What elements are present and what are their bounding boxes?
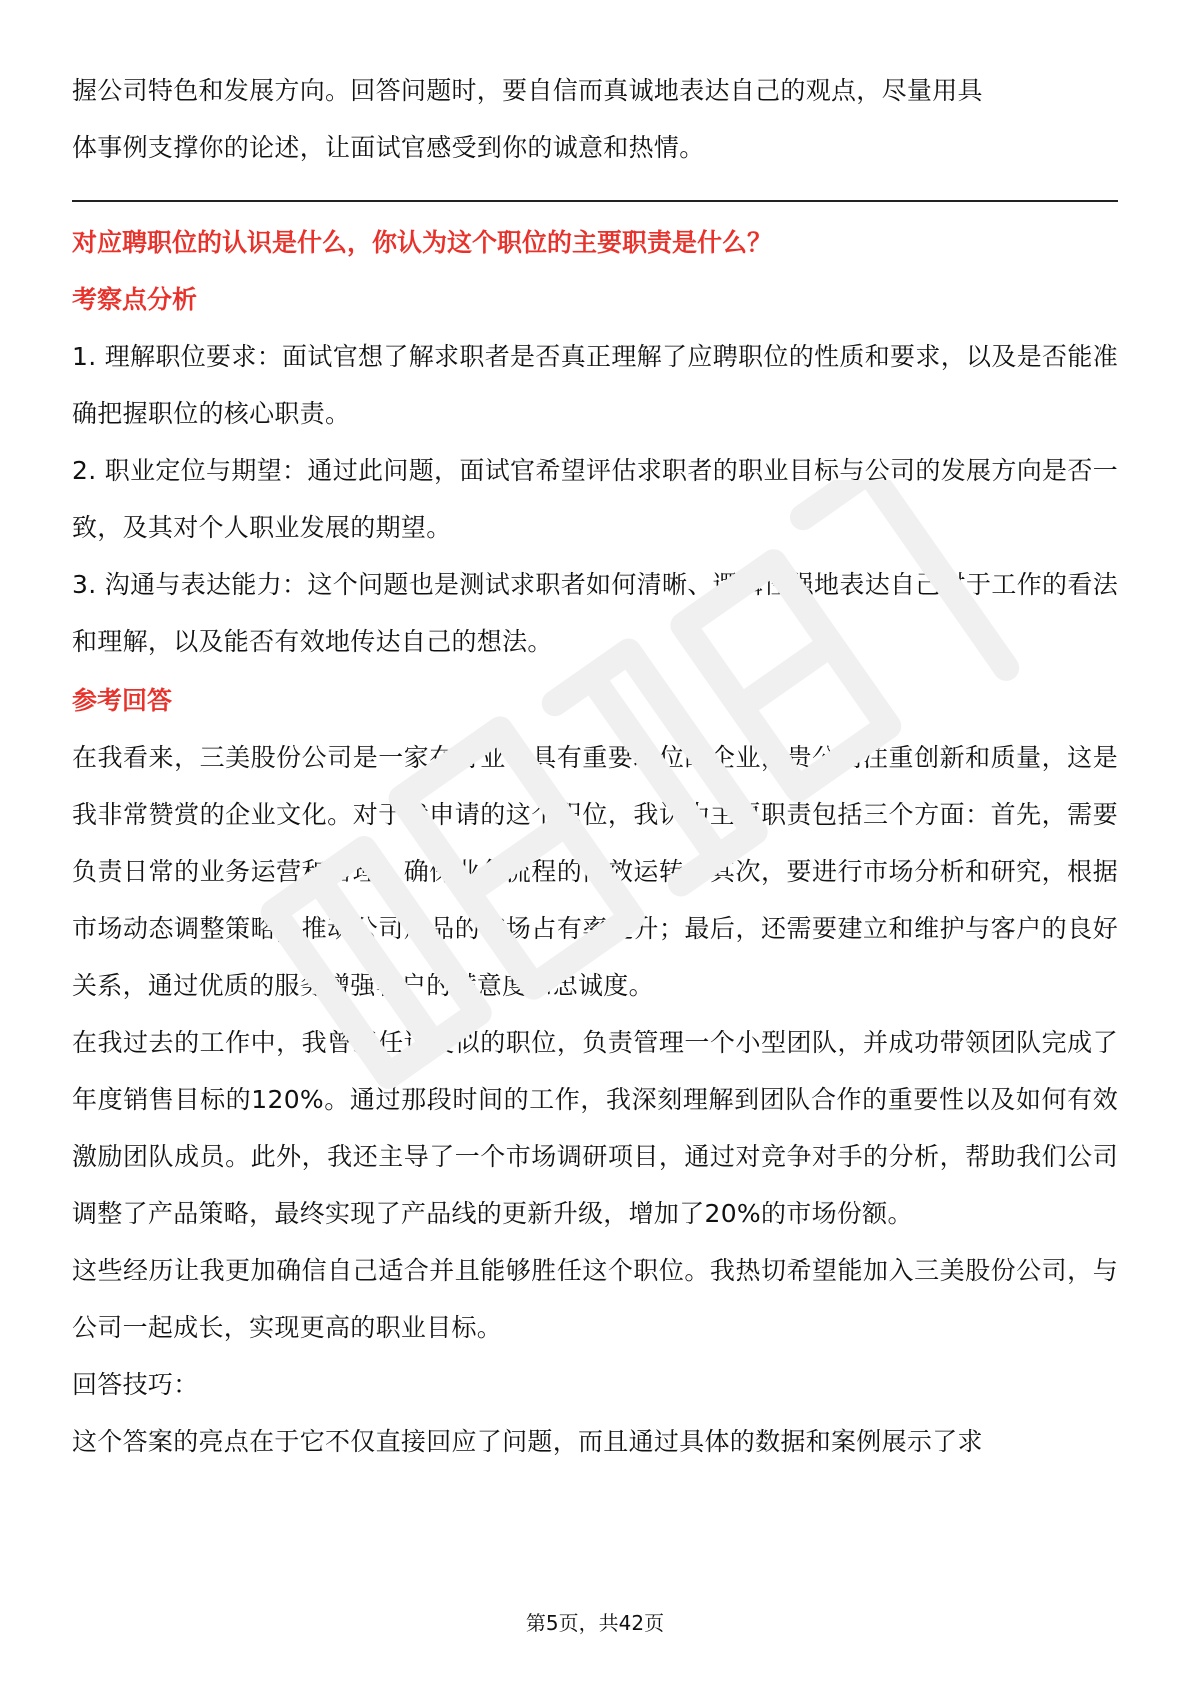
tips-text: 这个答案的亮点在于它不仅直接回应了问题，而且通过具体的数据和案例展示了求 xyxy=(72,1427,983,1456)
analysis-heading: 考察点分析 xyxy=(72,285,198,314)
tips-label: 回答技巧： xyxy=(72,1370,199,1399)
page-content xyxy=(72,62,1118,1470)
page-number: 第5页，共42页 xyxy=(525,1611,665,1635)
answer-paragraph-2: 在我过去的工作中，我曾担任过类似的职位，负责管理一个小型团队，并成功带领团队完成了年度销售目标的120%。通过那段时间的工作，我深刻理解到团队合作的重要性以及如何有效激励团队成员。此外，我还主导了一个市场调研项目，通过对竞争对手的分析，帮助我们公司调整了产品策略，最终实现了产品线的更新升级，增加了20%的市场份额。 xyxy=(72,1028,1118,1228)
section-divider xyxy=(72,200,1118,202)
intro-line-1: 握公司特色和发展方向。回答问题时，要自信而真诚地表达自己的观点，尽量用具 xyxy=(72,76,983,105)
answer-paragraph-1: 在我看来，三美股份公司是一家在行业中具有重要地位的企业，贵公司注重创新和质量，这是我非常赞赏的企业文化。对于我申请的这个职位，我认为主要职责包括三个方面：首先，需要负责日常的业务运营和管理，确保业务流程的高效运转；其次，要进行市场分析和研究，根据市场动态调整策略，推动公司产品的市场占有率提升；最后，还需要建立和维护与客户的良好关系，通过优质的服务增强客户的满意度和忠诚度。 xyxy=(72,743,1118,1000)
answer-heading: 参考回答 xyxy=(72,686,173,715)
analysis-point-3: 3. 沟通与表达能力：这个问题也是测试求职者如何清晰、逻辑性强地表达自己对于工作的看法和理解，以及能否有效地传达自己的想法。 xyxy=(72,570,1118,656)
intro-line-2: 体事例支撑你的论述，让面试官感受到你的诚意和热情。 xyxy=(72,133,705,162)
analysis-point-1: 1. 理解职位要求：面试官想了解求职者是否真正理解了应聘职位的性质和要求，以及是否能准确把握职位的核心职责。 xyxy=(72,342,1118,428)
analysis-point-2: 2. 职业定位与期望：通过此问题，面试官希望评估求职者的职业目标与公司的发展方向是否一致，及其对个人职业发展的期望。 xyxy=(72,456,1118,542)
question-heading: 对应聘职位的认识是什么，你认为这个职位的主要职责是什么？ xyxy=(72,228,773,257)
answer-paragraph-3: 这些经历让我更加确信自己适合并且能够胜任这个职位。我热切希望能加入三美股份公司，与公司一起成长，实现更高的职业目标。 xyxy=(72,1256,1118,1342)
